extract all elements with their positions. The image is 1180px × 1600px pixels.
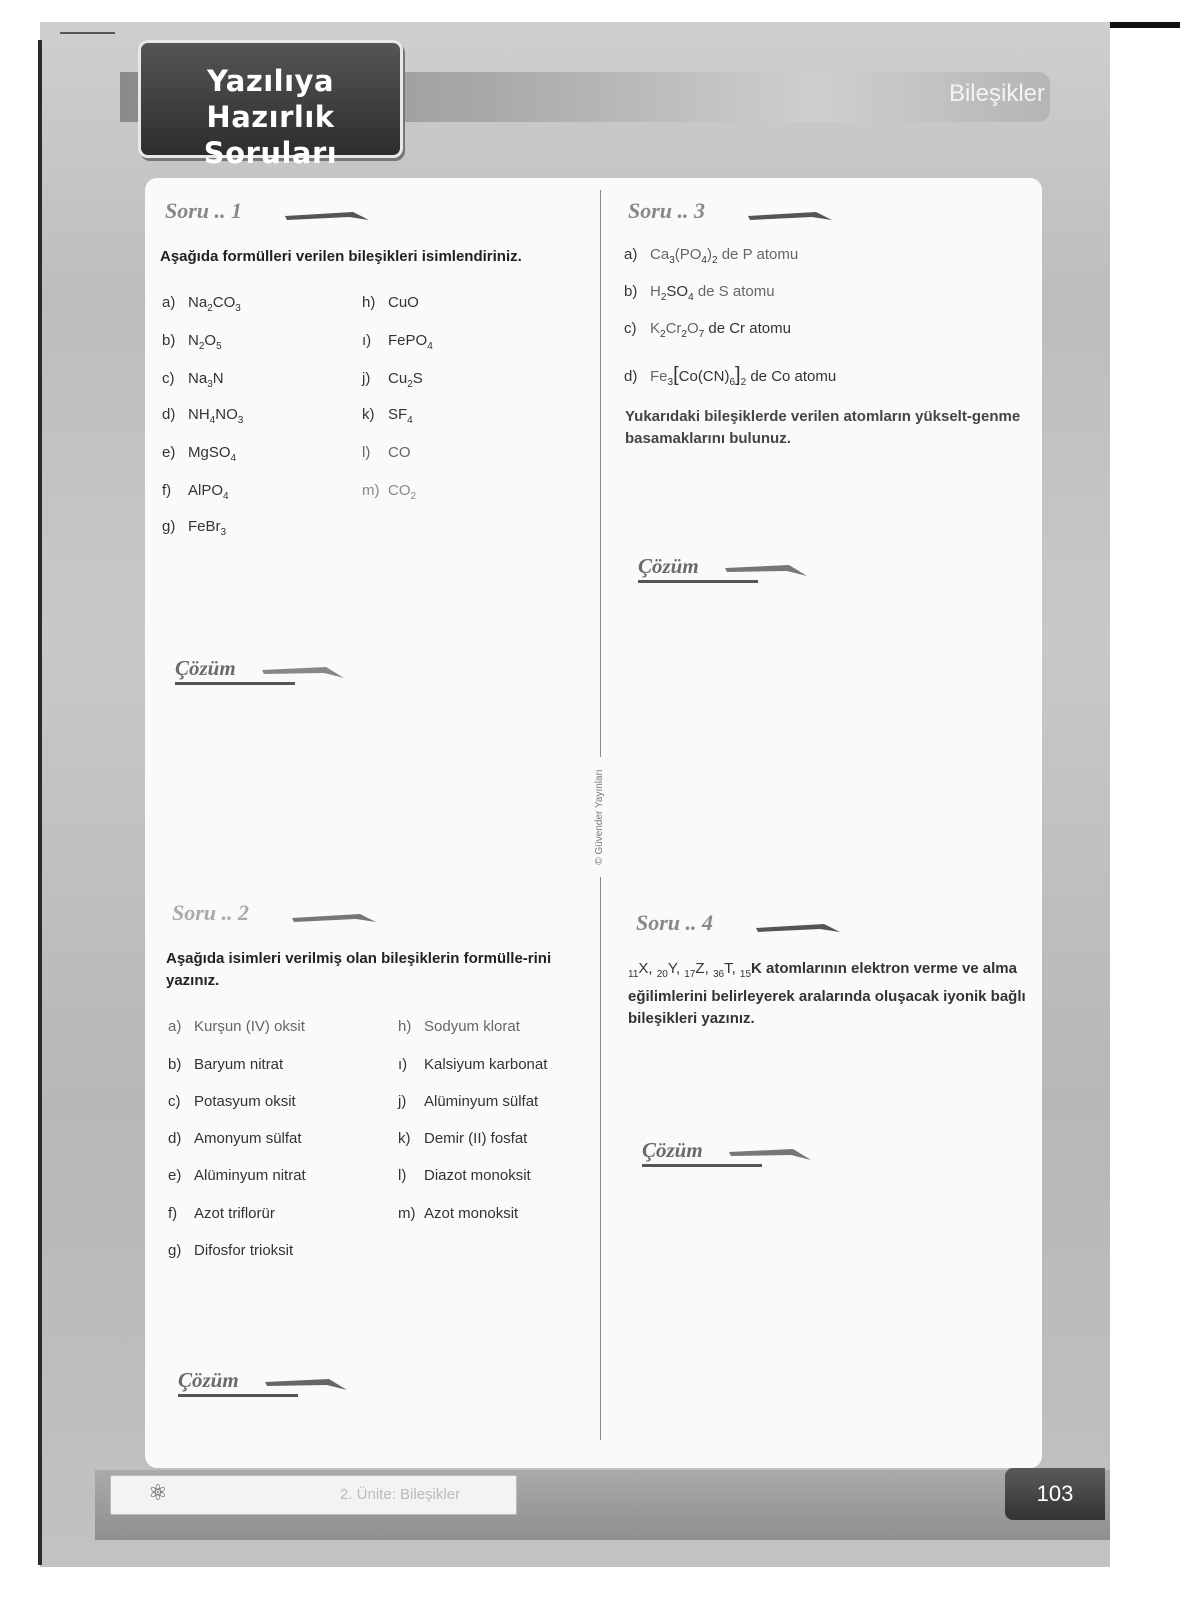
- q1-heading-text: Soru .. 1: [165, 198, 243, 223]
- corner-mark: [60, 32, 115, 34]
- q2-heading-text: Soru .. 2: [172, 900, 250, 925]
- q4-solution-label: [642, 1138, 832, 1166]
- q3-item-b: b) $H_2SO_4$ de S atomu: [624, 283, 775, 303]
- q1-item-m: m) $CO_2$: [362, 482, 417, 502]
- swoosh-arrow-icon: [746, 204, 836, 226]
- q4-heading-text: Soru .. 4: [636, 910, 714, 935]
- q2-item-b: b) Baryum nitrat: [168, 1056, 284, 1073]
- q1-prompt: Aşağıda formülleri verilen bileşikleri isimlendiriniz.: [160, 248, 522, 265]
- atom-k: $_{15}$K: [739, 960, 762, 980]
- q1-item-l: l) CO: [362, 444, 411, 461]
- swoosh-arrow-icon: [263, 1370, 353, 1392]
- q1-solution-text: Çözüm: [175, 656, 236, 680]
- q2-item-e: e) Alüminyum nitrat: [168, 1167, 306, 1184]
- title-line-2: Soruları: [203, 136, 338, 170]
- q3-item-a: a) $Ca_3(PO_4)_2$ de P atomu: [624, 246, 799, 266]
- q2-item-g: g) Difosfor trioksit: [168, 1242, 294, 1259]
- swoosh-arrow-icon: [290, 906, 380, 928]
- q1-item-k: k) $SF_4$: [362, 406, 413, 426]
- swoosh-arrow-icon: [260, 658, 350, 680]
- q1-item-b: b) $N_2O_5$: [162, 332, 222, 352]
- solution-underline: [178, 1394, 298, 1397]
- q1-item-c: c) $Na_3N$: [162, 370, 224, 390]
- q3-prompt: Yukarıdaki bileşiklerde verilen atomların yükselt-genme basamaklarını bulunuz.: [625, 408, 1021, 447]
- q2-item-f: f) Azot triflorür: [168, 1205, 275, 1222]
- q1-item-h: h) CuO: [362, 294, 419, 311]
- publisher-watermark: © Güvender Yayınları: [593, 757, 607, 877]
- q1-item-i: ı) FePO$_4$: [362, 332, 433, 352]
- binding-edge: [38, 40, 42, 1565]
- atom-z: $_{17}$Z: [684, 960, 705, 980]
- atom-x: $_{11}$X: [628, 960, 649, 980]
- page-title: [138, 40, 403, 170]
- atom-logo-icon: ⚛: [148, 1480, 168, 1505]
- page-number: 103: [1005, 1468, 1105, 1520]
- q2-item-d: d) Amonyum sülfat: [168, 1130, 302, 1147]
- solution-underline: [642, 1164, 762, 1167]
- q4-prompt-rest: atomlarının elektron verme ve alma eğilimlerini belirleyerek aralarında oluşacak iyonik bağlı bileşikleri yazınız.: [628, 960, 1026, 1027]
- footer-unit-label: 2. Ünite: Bileşikler: [340, 1486, 461, 1503]
- q2-item-a: a) Kurşun (IV) oksit: [168, 1018, 305, 1035]
- q3-solution-text: Çözüm: [638, 554, 699, 578]
- atom-t: $_{36}$T: [712, 960, 732, 980]
- q1-heading: [165, 198, 385, 228]
- q1-item-g: g) FeBr$_3$: [162, 518, 227, 538]
- corner-bar: [1110, 22, 1180, 28]
- swoosh-arrow-icon: [723, 556, 813, 578]
- q1-item-f: f) AlPO$_4$: [162, 482, 229, 502]
- swoosh-arrow-icon: [283, 204, 373, 226]
- q3-heading: [628, 198, 848, 228]
- solution-underline: [175, 682, 295, 685]
- q1-item-e: e) MgSO$_4$: [162, 444, 237, 464]
- q3-solution-label: [638, 554, 828, 582]
- q1-item-j: j) $Cu_2S$: [362, 370, 423, 390]
- solution-underline: [638, 580, 758, 583]
- q4-heading: [636, 910, 856, 940]
- atom-y: $_{20}$Y: [656, 960, 676, 980]
- q2-item-l: l) Diazot monoksit: [398, 1167, 531, 1184]
- q2-heading: [172, 900, 392, 930]
- q2-item-k: k) Demir (II) fosfat: [398, 1130, 528, 1147]
- q2-item-j: j) Alüminyum sülfat: [398, 1093, 539, 1110]
- q2-item-h: h) Sodyum klorat: [398, 1018, 520, 1035]
- q4-solution-text: Çözüm: [642, 1138, 703, 1162]
- q2-item-c: c) Potasyum oksit: [168, 1093, 296, 1110]
- q2-item-i: ı) Kalsiyum karbonat: [398, 1056, 548, 1073]
- q1-solution-label: [175, 656, 365, 684]
- q2-prompt: Aşağıda isimleri verilmiş olan bileşiklerin formülle-rini yazınız.: [166, 950, 552, 989]
- swoosh-arrow-icon: [727, 1140, 817, 1162]
- q2-solution-text: Çözüm: [178, 1368, 239, 1392]
- q1-item-d: d) $NH_4NO_3$: [162, 406, 244, 426]
- q4-prompt: $_{11}$X, $_{20}$Y, $_{17}$Z, $_{36}$T, $_{15}$K atomlarının elektron verme ve alma eğilimlerini belirleyerek aralarında oluşacak iyonik bağlı bileşikleri yazınız.: [628, 960, 1026, 1027]
- q3-item-d: d) $Fe_3[Co(CN)_6]_2$ de Co atomu: [624, 364, 837, 388]
- q3-heading-text: Soru .. 3: [628, 198, 706, 223]
- title-line-1: Yazılıya Hazırlık: [206, 64, 335, 134]
- q1-item-a: a) $Na_2CO_3$: [162, 294, 241, 314]
- q2-item-m: m) Azot monoksit: [398, 1205, 519, 1222]
- section-label: Bileşikler: [948, 80, 1045, 107]
- swoosh-arrow-icon: [754, 916, 844, 938]
- q2-solution-label: [178, 1368, 368, 1396]
- q3-item-c: c) $K_2Cr_2O_7$ de Cr atomu: [624, 320, 791, 340]
